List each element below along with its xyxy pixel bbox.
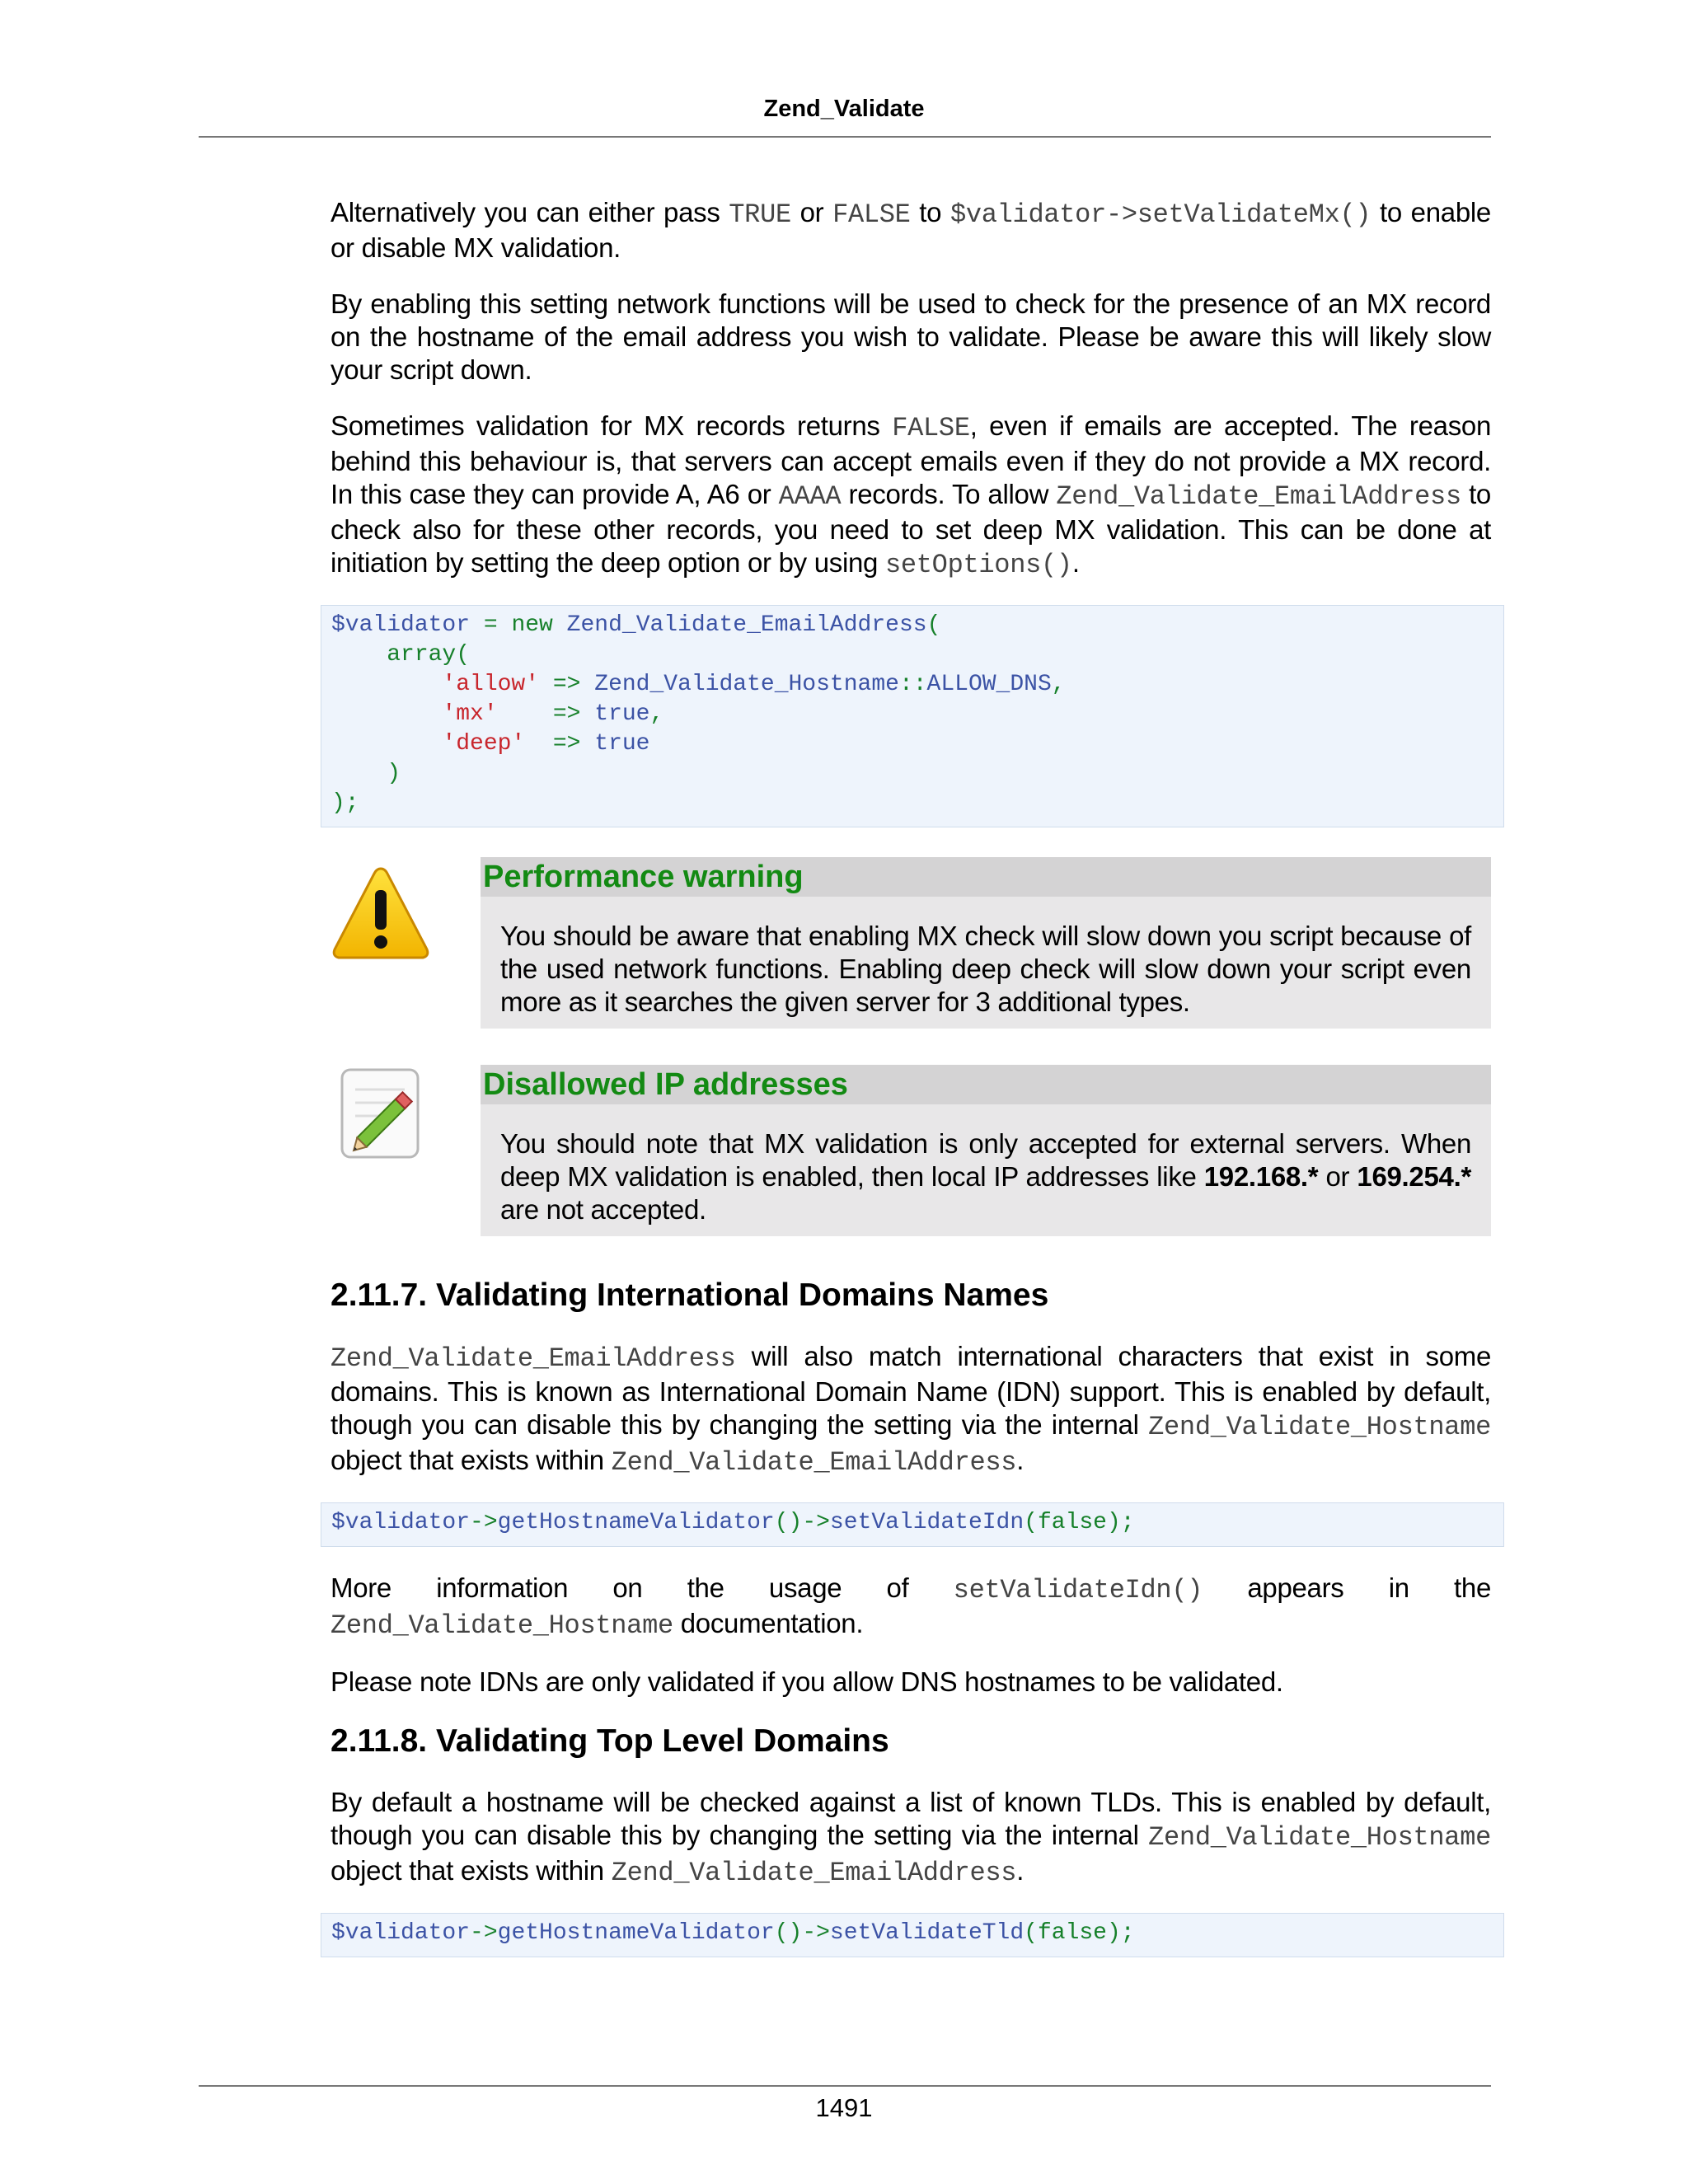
code-block-tld: $validator->getHostnameValidator()->setValidateTld(false); [321, 1913, 1504, 1957]
paragraph-tld: By default a hostname will be checked against a list of known TLDs. This is enabled by default, though you can disable this by changing the setting via the internal Zend_Validate_Hostname object that exists within Zend_Validate_EmailAddress. [331, 1787, 1491, 1888]
section-heading-idn: 2.11.7. Validating International Domains Names [331, 1277, 1049, 1313]
admonition-note [331, 1065, 1491, 1251]
header-divider [199, 136, 1491, 138]
inline-code: Zend_Validate_EmailAddress [1056, 481, 1461, 512]
paragraph-deep-mx: Sometimes validation for MX records returns FALSE, even if emails are accepted. The reason behind this behaviour is, that servers can accept emails even if they do not provide a MX record. In this case they can provide A, A6 or AAAA records. To allow Zend_Validate_EmailAddress to check also for these other records, you need to set deep MX validation. This can be done at initiation by setting the deep option or by using setOptions(). [331, 410, 1492, 580]
warning-body: You should be aware that enabling MX check will slow down you script because of the used network functions. Enabling deep check will slow down your script even more as it searches the given server for 3 additional types. [500, 921, 1471, 1017]
inline-code: Zend_Validate_Hostname [331, 1610, 673, 1641]
paragraph-mx-network: By enabling this setting network functions will be used to check for the presence of an MX record on the hostname of the email address you wish to validate. Please be aware this will likely slow your script down. [331, 288, 1491, 385]
inline-code: Zend_Validate_Hostname [1148, 1412, 1491, 1442]
note-body: You should note that MX validation is only accepted for external servers. When deep MX validation is enabled, then local IP addresses like 192.168.* or 169.254.* are not accepted. [500, 1128, 1471, 1225]
warning-box [481, 857, 1491, 1029]
paragraph-idn-note: Please note IDNs are only validated if you allow DNS hostnames to be validated. [331, 1666, 1283, 1697]
main-content [331, 196, 1491, 1957]
inline-code: $validator->setValidateMx() [950, 199, 1372, 230]
inline-code: Zend_Validate_EmailAddress [611, 1858, 1017, 1888]
note-title: Disallowed IP addresses [481, 1065, 1491, 1104]
note-pencil-icon [335, 1065, 428, 1166]
inline-code: Zend_Validate_Hostname [1148, 1822, 1491, 1853]
admonition-warning [331, 857, 1491, 1042]
ip-range: 169.254.* [1357, 1161, 1471, 1192]
section-heading-tld: 2.11.8. Validating Top Level Domains [331, 1723, 889, 1759]
paragraph-idn-info: More information on the usage of setValidateIdn() appears in the Zend_Validate_Hostname documentation. [331, 1572, 1491, 1641]
inline-code: Zend_Validate_EmailAddress [611, 1447, 1017, 1478]
note-box [481, 1065, 1491, 1236]
inline-code: setValidateIdn() [953, 1575, 1203, 1605]
page-number: 1491 [815, 2093, 873, 2122]
code-block-deep-mx: $validator = new Zend_Validate_EmailAddress( array( 'allow' => Zend_Validate_Hostname::ALLOW_DNS, 'mx' => true, 'deep' => true ) ); [321, 605, 1504, 827]
warning-title: Performance warning [481, 857, 1491, 897]
warning-icon [331, 864, 431, 968]
inline-code: setOptions() [884, 550, 1072, 580]
inline-code: Zend_Validate_EmailAddress [331, 1343, 736, 1374]
inline-code: FALSE [832, 199, 911, 230]
ip-range: 192.168.* [1203, 1161, 1319, 1192]
inline-code: FALSE [892, 413, 970, 443]
inline-code: TRUE [729, 199, 791, 230]
paragraph-idn: Zend_Validate_EmailAddress will also match international characters that exist in some domains. This is known as International Domain Name (IDN) support. This is enabled by default, though you can disable this by changing the setting via the internal Zend_Validate_Hostname object that exists within Zend_Validate_EmailAddress. [331, 1341, 1491, 1478]
footer-divider [199, 2085, 1491, 2087]
code-block-idn: $validator->getHostnameValidator()->setValidateIdn(false); [321, 1502, 1504, 1547]
paragraph-mx-toggle: Alternatively you can either pass TRUE or FALSE to $validator->setValidateMx() to enable or disable MX validation. [331, 197, 1491, 263]
page-header-title: Zend_Validate [763, 96, 925, 122]
inline-code: AAAA [778, 481, 842, 512]
